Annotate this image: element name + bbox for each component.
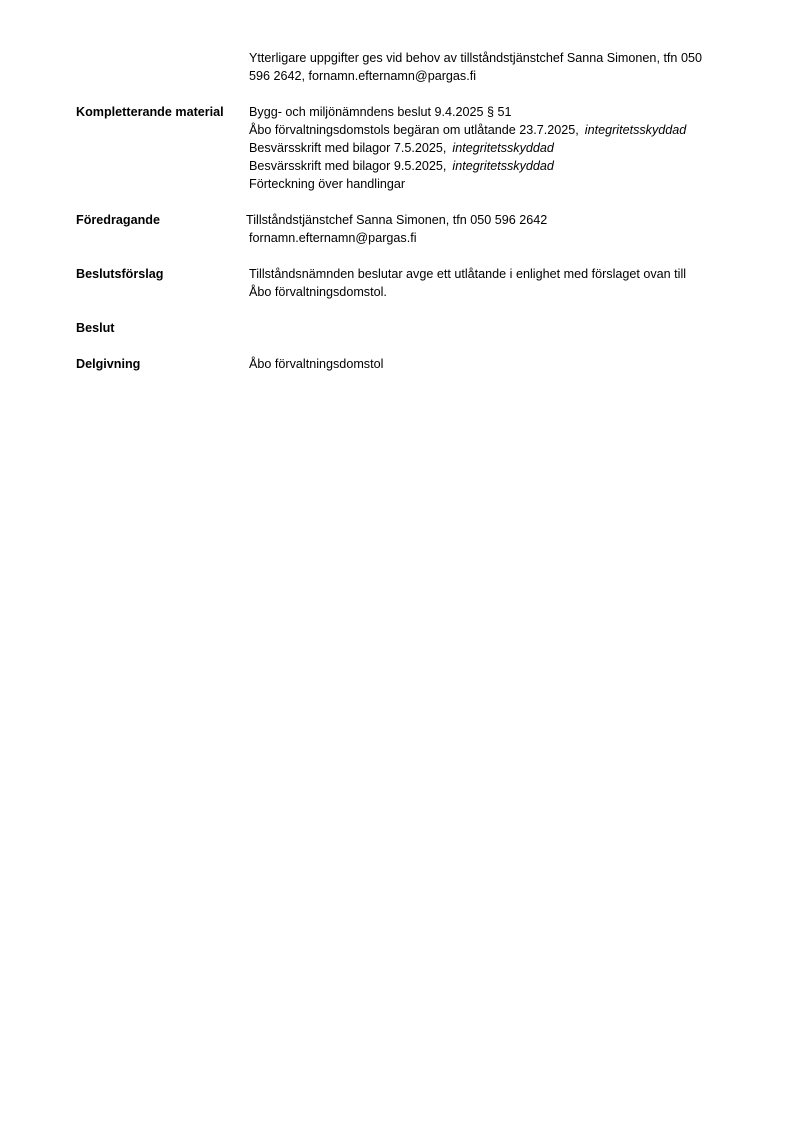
- proposal-block: [249, 265, 749, 301]
- material-item: [249, 175, 749, 193]
- material-item-text: Åbo förvaltningsdomstols begäran om utlåtande 23.7.2025,: [249, 123, 579, 137]
- material-item-text: Förteckning över handlingar: [249, 177, 406, 191]
- material-item-text: Besvärsskrift med bilagor 7.5.2025,: [249, 141, 447, 155]
- proposal-line-1: Tillståndsnämnden beslutar avge ett utlåtande i enlighet med förslaget ovan till: [249, 267, 687, 281]
- presenter-line-1: Tillståndstjänstchef Sanna Simonen, tfn 050 596 2642: [246, 213, 548, 227]
- material-item: [249, 121, 749, 139]
- intro-line-2: 596 2642, fornamn.efternamn@pargas.fi: [249, 69, 477, 83]
- proposal-line-2: Åbo förvaltningsdomstol.: [249, 285, 387, 299]
- material-item: [249, 103, 749, 121]
- presenter-block: [246, 211, 749, 247]
- material-item: [249, 157, 749, 175]
- material-item-note: integritetsskyddad: [452, 159, 554, 173]
- material-item-text: Bygg- och miljönämndens beslut 9.4.2025 § 51: [249, 105, 512, 119]
- material-item-note: integritetsskyddad: [584, 123, 687, 137]
- material-item-text: Besvärsskrift med bilagor 9.5.2025,: [249, 159, 447, 173]
- notification-value: Åbo förvaltningsdomstol: [249, 357, 384, 371]
- presenter-label: Föredragande: [76, 213, 160, 227]
- material-item: [249, 139, 749, 157]
- intro-line-1: Ytterligare uppgifter ges vid behov av tillståndstjänstchef Sanna Simonen, tfn 050: [249, 51, 702, 65]
- material-label: Kompletterande material: [76, 105, 224, 119]
- presenter-email: fornamn.efternamn@pargas.fi: [249, 231, 417, 245]
- proposal-label: Beslutsförslag: [76, 267, 164, 281]
- material-item-note: integritetsskyddad: [452, 141, 554, 155]
- notification-label: Delgivning: [76, 357, 141, 371]
- intro-paragraph: [249, 49, 749, 85]
- material-list: [249, 103, 749, 193]
- decision-label: Beslut: [76, 321, 115, 335]
